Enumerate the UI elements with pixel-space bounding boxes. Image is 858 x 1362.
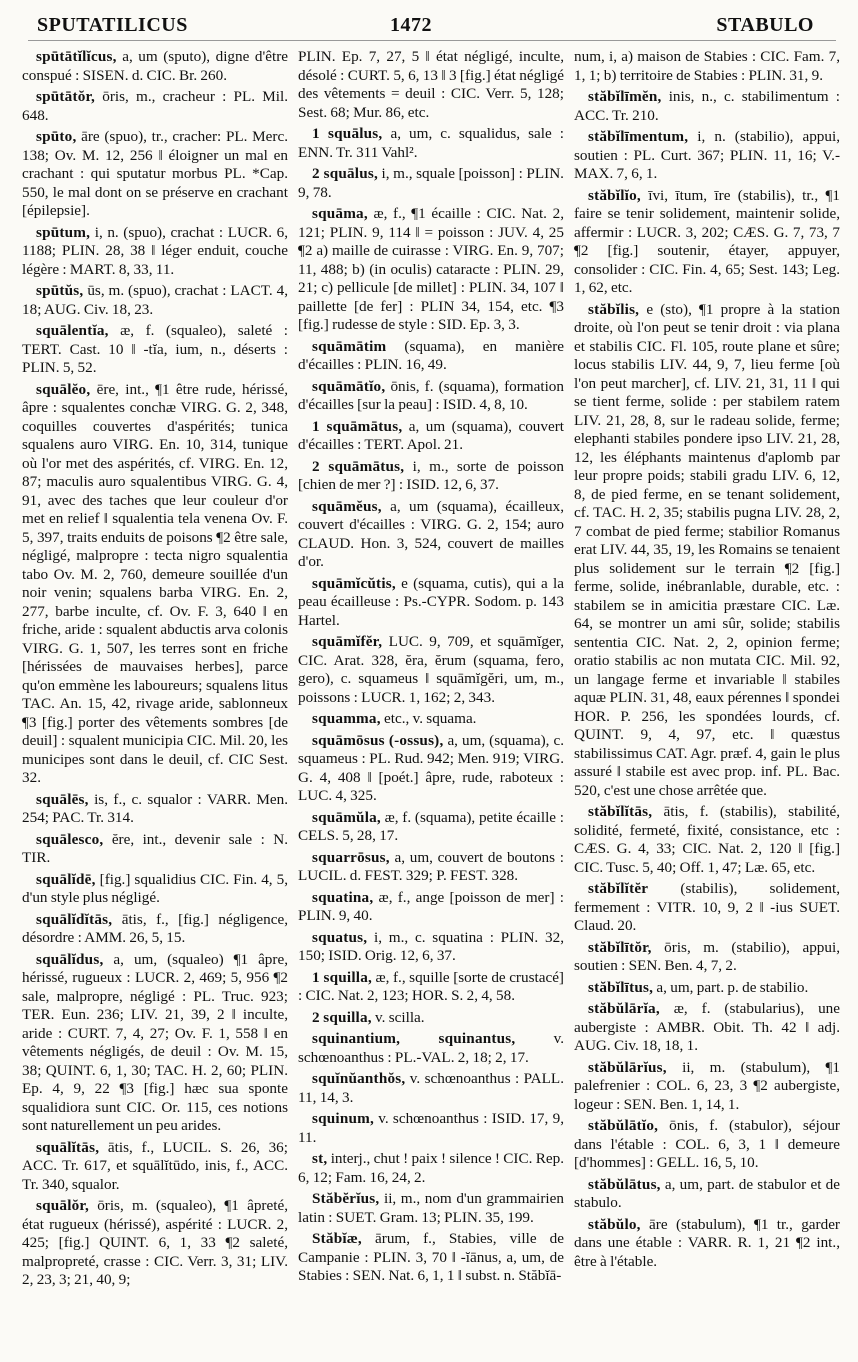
dictionary-entry (298, 969, 564, 1006)
headword: squāmātĭo, (312, 377, 386, 395)
definition: [fig.] squalidius CIC. Fin. 4, 5, d'un style plus négligé. (22, 870, 288, 906)
dictionary-entry (298, 849, 564, 886)
headword: stăbĭlĭtās, (588, 803, 653, 820)
dictionary-entry (298, 1190, 564, 1227)
headword: stăbĭlis, (588, 300, 640, 318)
headword: squāmātim (312, 337, 387, 355)
dictionary-entry (22, 88, 288, 125)
definition: e (squama, cutis), qui a la peau écailleuse : Ps.-CYPR. Sodom. p. 143 Hartel. (298, 574, 564, 629)
definition: i, n. (stabilio), appui, soutien : PL. Curt. 367; PLIN. 11, 16; V.-MAX. 7, 6, 1. (574, 128, 840, 182)
headword: squālĭdĭtās, (36, 910, 113, 928)
headword: squāmĭfĕr, (312, 633, 383, 650)
headword: squatina, (312, 888, 374, 906)
definition: i, n. (spuo), crachat : LUCR. 6, 1188; PLIN. 28, 38 ‖ léger enduit, couche légère : MART. 8, 33, 11. (22, 223, 288, 278)
dictionary-entry (22, 322, 288, 378)
dictionary-entry (574, 979, 840, 998)
dictionary-entry (22, 911, 288, 948)
headword: squatus, (312, 928, 368, 946)
headword: 1 squāmātus, (312, 417, 403, 435)
dictionary-entry (22, 128, 288, 221)
headword: squĭnŭanthŏs, (312, 1070, 406, 1087)
definition: æ, f., ange [poisson de mer] : PLIN. 9, 40. (298, 888, 564, 924)
headword: squālĕo, (36, 380, 91, 398)
dictionary-entry (22, 951, 288, 1136)
definition: ii, m., nom d'un grammairien latin : SUET. Gram. 13; PLIN. 35, 199. (298, 1190, 564, 1226)
headword: squālesco, (36, 830, 104, 848)
dictionary-entry (574, 128, 840, 184)
dictionary-entry (22, 48, 288, 85)
definition: inis, n., c. stabilimentum : ACC. Tr. 210. (574, 88, 840, 124)
dictionary-entry (22, 871, 288, 908)
dictionary-entry (574, 803, 840, 877)
definition: v. scilla. (371, 1008, 425, 1026)
definition: v. schœnoanthus : ISID. 17, 9, 11. (298, 1110, 564, 1146)
dictionary-entry (298, 809, 564, 846)
dictionary-entry (22, 1197, 288, 1290)
headword: spūto, (36, 128, 77, 145)
headword: stăbĭlĭo, (588, 186, 641, 204)
definition: interj., chut ! paix ! silence ! CIC. Rep. 6, 12; Fam. 16, 24, 2. (298, 1150, 564, 1186)
dictionary-entry (574, 1117, 840, 1173)
headword: 2 squālus, (312, 165, 378, 182)
dictionary-entry (298, 1009, 564, 1028)
definition: ōnis, f. (stabulor), séjour dans l'étable : COL. 6, 3, 1 ‖ demeure [d'hommes] : GELL. 16, 5, 10. (574, 1117, 840, 1171)
headword: stăbĭlĭtĕr (588, 880, 649, 897)
dictionary-entry (298, 1070, 564, 1107)
headword: squālŏr, (36, 1197, 89, 1214)
definition: a, um (squama), écailleux, couvert d'écailles : VIRG. G. 2, 154; auro CLAUD. Hon. 3, 524, couvert de mailles d'or. (298, 497, 564, 570)
headword: squālĭdus, (36, 950, 104, 968)
definition: æ, f. (stabularius), une aubergiste : AMBR. Obit. Th. 42 ‖ adj. AUG. Civ. 18, 18, 1. (574, 1000, 840, 1054)
headword: squāmĕus, (312, 497, 382, 515)
dictionary-entry (22, 224, 288, 280)
definition: v. schœnoanthus : PALL. 11, 14, 3. (298, 1070, 564, 1106)
column-1 (22, 48, 288, 1354)
definition: īvi, ītum, īre (stabilis), tr., ¶1 faire se tenir solidement, maintenir solide, affermir : LUCR. 3, 202; CÆS. G. 7, 73, 7 ¶2 [fig.] soutenir, étayer, appuyer, consolider : CIC. Fin. 4, 65; Sest. 143; Leg. 1, 62, etc. (574, 186, 840, 296)
running-head-right: STABULO (716, 14, 814, 36)
definition: LUC. 9, 709, et squāmĭger, CIC. Arat. 328, ĕra, ĕrum (squama, fero, gero), c. squameus ‖ squāmĭgĕri, um, m., poissons : LUCR. 1, 162; 2, 343. (298, 633, 564, 706)
dictionary-entry (298, 458, 564, 495)
headword: st, (312, 1150, 328, 1167)
dictionary-entry (298, 575, 564, 631)
headword: stăbĭlītus, (588, 978, 654, 996)
definition: āre (stabulum), ¶1 tr., garder dans une étable : VARR. R. 1, 21 ¶2 int., être à l'étable. (574, 1215, 840, 1270)
dictionary-entry (298, 125, 564, 162)
dictionary-entry (22, 282, 288, 319)
dictionary-entry (298, 1030, 564, 1067)
headword: squālĭdē, (36, 870, 96, 888)
headword: stăbŭlātĭo, (588, 1117, 659, 1134)
headword: squinum, (312, 1110, 374, 1127)
headword: 1 squālus, (312, 125, 383, 142)
dictionary-entry (22, 831, 288, 868)
dictionary-entry (298, 205, 564, 335)
definition: æ, f., squille [sorte de crustacé] : CIC. Nat. 2, 123; HOR. S. 2, 4, 58. (298, 968, 564, 1004)
headword: stăbĭlīmentum, (588, 128, 689, 145)
definition: is, f., c. squalor : VARR. Men. 254; PAC. Tr. 314. (22, 790, 288, 826)
dictionary-entry (298, 498, 564, 572)
headword: spūtātĭlĭcus, (36, 48, 117, 65)
headword: squamma, (312, 710, 381, 727)
column-2 (298, 48, 564, 1354)
definition: ōris, m. (squaleo), ¶1 âpreté, état rugueux (hérissé), aspérité : LUCR. 2, 425; [fig.] QUINT. 6, 1, 33 ¶2 saleté, malpropreté, crasse : CIC. Verr. 3, 31; LIV. 2, 23, 3; 21, 40, 9; (22, 1197, 288, 1288)
column-3 (574, 48, 840, 1354)
headword: Stăbĭæ, (312, 1230, 362, 1247)
headword: spūtum, (36, 223, 91, 241)
headword: squālĭtās, (36, 1138, 100, 1156)
headword: 2 squilla, (312, 1008, 372, 1026)
definition: a, um, (squama), c. squameus : PL. Rud. 942; Men. 919; VIRG. G. 4, 408 ‖ [poét.] âpre, rude, raboteux : LUC. 4, 325. (298, 731, 564, 804)
page-number: 1472 (390, 14, 432, 36)
dictionary-entry (298, 710, 564, 729)
dictionary-entry (22, 1139, 288, 1195)
definition: i, m., sorte de poisson [chien de mer ?] : ISID. 12, 6, 37. (298, 457, 564, 493)
dictionary-entry (574, 1176, 840, 1213)
headword: 2 squāmātus, (312, 457, 405, 475)
running-head-left: SPUTATILICUS (37, 14, 188, 36)
definition: i, m., c. squatina : PLIN. 32, 150; ISID. Orig. 12, 6, 37. (298, 928, 564, 964)
dictionary-entry (298, 418, 564, 455)
headword: stăbŭlārĭa, (588, 1000, 660, 1017)
dictionary-entry (574, 880, 840, 936)
definition: ōris, m., cracheur : PL. Mil. 648. (22, 88, 288, 124)
definition: a, um (sputo), digne d'être conspué : SISEN. d. CIC. Br. 260. (22, 48, 288, 84)
headword: squarrōsus, (312, 848, 390, 866)
definition: a, um, part. p. de stabilio. (653, 978, 809, 996)
dictionary-entry (574, 939, 840, 976)
definition: ēre, int., ¶1 être rude, hérissé, âpre : squalentes conchæ VIRG. G. 2, 348, coquilles couvertes d'aspérités; tunica squalens auro VIRG. En. 10, 314, tunique où l'or met des aspérités, cf. VIRG. En. 12, 87; maculis auro squalentibus VIRG. G. 4, 91, avec des taches que leur couleur d'or met en relief ‖ squalentia tela venena Ov. F. 5, 397, traits enduits de poisons ¶2 être sale, négligé, malpropre : tecta nigro squalentia tabo Ov. M. 2, 760, demeure souillée d'un noir venin; squalens barba VIRG. En. 2, 277, barbe inculte, cf. Ov. F. 3, 640 ‖ en friche, aride : squalent abductis arva colonis VIRG. G. 1, 507, les terres sont en friche [hérissées de mauvaises herbes], parce qu'on emmène les laboureurs; squalens litus TAC. An. 15, 42, rivage aride, sablonneux ¶3 [fig.] porter des vêtements sombres [de deuil] : squalent municipia CIC. Mil. 20, les municipes sont dans le deuil, cf. CIC Sest. 32. (22, 380, 288, 786)
headword: Stăbĕrĭus, (312, 1190, 380, 1207)
dictionary-entry (574, 301, 840, 801)
dictionary-entry (298, 165, 564, 202)
definition: a, um, part. de stabulor et de stabulo. (574, 1175, 840, 1211)
definition: ārum, f., Stabies, ville de Campanie : PLIN. 3, 70 ‖ -ĭānus, a, um, de Stabies : SEN. Nat. 6, 1, 1 ‖ subst. n. Stăbĭā- (298, 1230, 564, 1284)
headword: stăbŭlātus, (588, 1175, 661, 1193)
definition: āre (spuo), tr., cracher: PL. Merc. 138; Ov. M. 12, 256 ‖ éloigner un mal en crachant : qui sputatur morbus PL. *Cap. 550, le mal dont on se préserve en crachant [épilepsie]. (22, 128, 288, 219)
headword: squālēs, (36, 790, 89, 808)
headword: squālentĭa, (36, 322, 109, 339)
dictionary-entry (298, 889, 564, 926)
page-header (0, 0, 858, 42)
headword: stăbŭlārĭus, (588, 1058, 667, 1076)
dictionary-entry (574, 1059, 840, 1115)
definition: a, um, (squaleo) ¶1 âpre, hérissé, rugueux : LUCR. 2, 469; 5, 956 ¶2 sale, malpropre, négligé : PL. Truc. 923; TER. Eun. 236; LIV. 21, 39, 2 ‖ inculte, aride : CURT. 7, 4, 27; Ov. F. 1, 558 ‖ en vêtements négligés, de deuil : Ov. M. 15, 38; QUINT. 6, 1, 30; TAC. H. 2, 60; PLIN. Ep. 4, 9, 22 ¶3 [fig.] hæc sua sponte squalidiora sunt CIC. Or. 115, ces notions sont naturellement un peu arides. (22, 950, 288, 1134)
headword: squāma, (312, 205, 368, 222)
definition: ĕre, int., devenir sale : N. TIR. (22, 830, 288, 866)
definition: ātis, f., [fig.] négligence, désordre : AMM. 26, 5, 15. (22, 910, 288, 946)
headword: stăbĭlīmĕn, (588, 88, 662, 105)
headword: squāmōsus (-ossus), (312, 731, 444, 749)
dictionary-entry (22, 791, 288, 828)
definition: (stabilis), solidement, fermement : VITR. 10, 9, 2 ‖ -ius SUET. Claud. 20. (574, 880, 840, 934)
dictionary-entry (298, 633, 564, 707)
definition: æ, f., ¶1 écaille : CIC. Nat. 2, 121; PLIN. 9, 114 ‖ = poisson : JUV. 4, 25 ¶2 a) maille de cuirasse : VIRG. En. 9, 707; 11, 488; b) (in oculis) cataracte : PLIN. 29, 21; c) pellicule [de millet] : PLIN. 34, 107 ‖ paillette [de fer] : PLIN 34, 154, etc. ¶3 [fig.] rudesse de style : SID. Ep. 3, 3. (298, 205, 564, 333)
dictionary-entry (298, 732, 564, 806)
definition: a, um, couvert de boutons : LUCIL. d. FEST. 329; P. FEST. 328. (298, 848, 564, 884)
definition: a, um, c. squalidus, sale : ENN. Tr. 311 Vahl². (298, 125, 564, 161)
definition: ōris, m. (stabilio), appui, soutien : SEN. Ben. 4, 7, 2. (574, 938, 840, 974)
definition: e (sto), ¶1 propre à la station droite, où l'on peut se tenir droit : via plana et stabilis CIC. Fl. 105, route plane et sûre; locus stabilis LIV. 44, 9, 7, lieu ferme [où l'on peut marcher], cf. LIV. 21, 31, 11 ‖ qui se tient ferme, solide : per stabilem ratem LIV. 21, 28, 8, sur le radeau solide, ferme; elephanti stabiles pondere ipso LIV. 21, 28, 12, les éléphants maintenus d'aplomb par leur propre poids; stabili gradu LIV. 6, 12, 8, de pied ferme, en se tenant solidement, cf. TAC. H. 2, 35; stabilis pugna LIV. 28, 2, 7 combat de pied ferme; stabilior Romanus erat LIV. 44, 35, 19, les Romains se tenaient plus solidement sur le terrain ¶2 [fig.] ferme, solide, inébranlable, durable, etc. : stabilem se in amicitia præstare CIC. Læ. 64, se montrer un ami sûr, solide; stabilis sententia CIC. Nat. 2, 2, opinion ferme; oratio stabilis ac non mutata CIC. Mil. 92, un langage ferme et invariable ‖ stabiles aquæ PLIN. 31, 48, eaux pérennes ‖ spondei HOR. P. 256, les spondées lourds, cf. QUINT. 9, 4, 97, etc. ‖ quæstus stabilissimus CAT. Agr. præf. 4, gain le plus assuré ‖ stabile est avec prop. inf. PL. Bac. 520, c'est une chose arrêtée que. (574, 300, 840, 799)
definition: v. schœnoanthus : PL.-VAL. 2, 18; 2, 17. (298, 1030, 564, 1066)
definition: æ, f. (squama), petite écaille : CELS. 5, 28, 17. (298, 808, 564, 844)
dictionary-entry (298, 1150, 564, 1187)
headword: squāmŭla, (312, 808, 381, 826)
definition: a, um (squama), couvert d'écailles : TERT. Apol. 21. (298, 417, 564, 453)
dictionary-entry (574, 1000, 840, 1056)
definition: (squama), en manière d'écailles : PLIN. 16, 49. (298, 337, 564, 373)
headword: spūtātŏr, (36, 88, 96, 105)
headword: stăbŭlo, (588, 1215, 641, 1233)
columns (22, 48, 840, 1354)
dictionary-entry (298, 378, 564, 415)
continued-text: PLIN. Ep. 7, 27, 5 ‖ état négligé, inculte, désolé : CURT. 5, 6, 13 ‖ 3 [fig.] état négligé des vêtements = deuil : CIC. Verr. 5, 128; Sest. 68; Mur. 86, etc. (298, 48, 564, 121)
dictionary-entry (298, 338, 564, 375)
dictionary-entry (574, 1216, 840, 1272)
dictionary-entry (574, 187, 840, 298)
definition: ūs, m. (spuo), crachat : LACT. 4, 18; AUG. Civ. 18, 23. (22, 282, 288, 318)
dictionary-entry (298, 929, 564, 966)
header-rule (28, 40, 836, 41)
definition: ātis, f. (stabilis), stabilité, solidité, fermeté, fixité, consistance, etc : CÆS. G. 4, 33; CIC. Nat. 2, 120 ‖ [fig.] CIC. Tusc. 5, 40; Off. 1, 47; Læ. 65, etc. (574, 803, 840, 876)
definition: æ, f. (squaleo), saleté : TERT. Cast. 10 ‖ -tĭa, ium, n., déserts : PLIN. 5, 52. (22, 322, 288, 376)
definition: i, m., squale [poisson] : PLIN. 9, 78. (298, 165, 564, 201)
dictionary-entry (298, 1230, 564, 1286)
definition: ii, m. (stabulum), ¶1 palefrenier : COL. 6, 23, 3 ¶2 aubergiste, logeur : SEN. Ben. 1, 14, 1. (574, 1058, 840, 1113)
continued-text: num, i, a) maison de Stabies : CIC. Fam. 7, 1, 1; b) territoire de Stabies : PLIN. 31, 9. (574, 48, 840, 84)
headword: squinantium, squinantus, (312, 1030, 516, 1047)
definition: etc., v. squama. (380, 710, 477, 727)
dictionary-entry (574, 88, 840, 125)
headword: squāmĭcŭtis, (312, 574, 396, 592)
definition: ātis, f., LUCIL. S. 26, 36; ACC. Tr. 617, et squālĭtūdo, inis, f., ACC. Tr. 340, squalor. (22, 1138, 288, 1193)
headword: 1 squilla, (312, 968, 372, 986)
dictionary-entry (298, 1110, 564, 1147)
headword: spūtŭs, (36, 282, 84, 299)
dictionary-entry (22, 381, 288, 788)
definition: ōnis, f. (squama), formation d'écailles [sur la peau] : ISID. 4, 8, 10. (298, 377, 564, 413)
headword: stăbĭlītŏr, (588, 938, 652, 956)
